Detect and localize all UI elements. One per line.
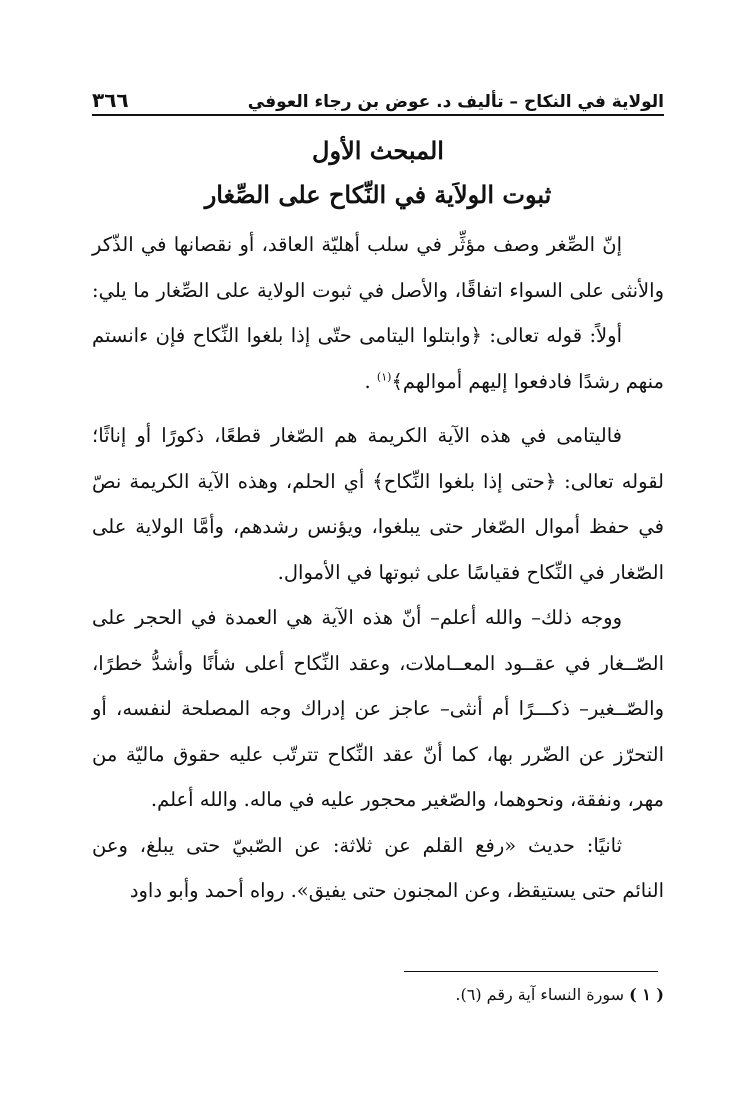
text-line: أولاً: قوله تعالى: ﴿وابتلوا اليتامى حتّى إذا بلغوا النِّكاح فإن ءانستم (92, 324, 622, 347)
header-rule (92, 114, 664, 116)
page-header (92, 82, 664, 112)
footnote-rule (404, 971, 658, 972)
text-line: التحرّز عن الضّرر بها، كما أنّ عقد النِّكاح تترتّب عليه حقوق ماليّة من (92, 742, 664, 766)
text-line: فاليتامى في هذه الآية الكريمة هم الصّغار قطعًا، ذكورًا أو إناثًا؛ (92, 424, 622, 447)
section-title: ثبوت الولاَية في النِّكاح على الصِّغار (204, 180, 552, 209)
body-text (92, 222, 664, 914)
footnote-number: ( ١ ) (629, 985, 664, 1004)
footnote-reference: (١) (376, 370, 392, 383)
text-line: مهر، ونفقة، ونحوهما، والصّغير محجور عليه في ماله. والله أعلم. (150, 788, 664, 811)
section-heading: المبحث الأول (312, 136, 444, 165)
text-line: والأنثى على السواء اتفاقًا، والأصل في ثبوت الولاية على الصِّغار ما يلي: (92, 278, 664, 302)
text-line: ثانيًا: حديث «رفع القلم عن ثلاثة: عن الصّبيّ حتى يبلغ، وعن (92, 833, 622, 857)
footnote (364, 985, 664, 1004)
text-line: الصّغار في النِّكاح فقياسًا على ثبوتها في الأموال. (277, 560, 664, 584)
text-line: ووجه ذلك– والله أعلم– أنّ هذه الآية هي العمدة في الحجر على (92, 606, 622, 629)
text-line: النائم حتى يستيقظ، وعن المجنون حتى يفيق». رواه أحمد وأبو داود (129, 879, 664, 902)
text-line: الصّــغار في عقــود المعــاملات، وعقد النِّكاح أعلى شأنًا وأشدُّ خطرًا، (92, 651, 664, 675)
text-line: لقوله تعالى: ﴿حتى إذا بلغوا النِّكاح﴾ أي الحلم، وهذه الآية الكريمة نصّ (92, 469, 664, 493)
running-title: الولاية في النكاح – تأليف د. عوض بن رجاء العوفي (247, 92, 664, 112)
text-line: منهم رشدًا فادفعوا إليهم أموالهم﴾$^{(١)}$ . (364, 369, 664, 393)
text-line-content: منهم رشدًا فادفعوا إليهم أموالهم﴾ (391, 369, 664, 393)
text-line: إنّ الصِّغر وصف مؤثِّر في سلب أهليّة العاقد، أو نقصانها في الذّكر (92, 233, 622, 256)
footnote-text: سورة النساء آية رقم (٦). (455, 985, 625, 1004)
text-line: في حفظ أموال الصّغار حتى يبلغوا، ويؤنس رشدهم، وأمَّا الولاية على (92, 515, 664, 538)
page-number: ٣٦٦ (92, 88, 129, 112)
text-line: والصّــغير– ذكـــرًا أم أنثى– عاجز عن إدراك وجه المصلحة لنفسه، أو (92, 697, 664, 720)
